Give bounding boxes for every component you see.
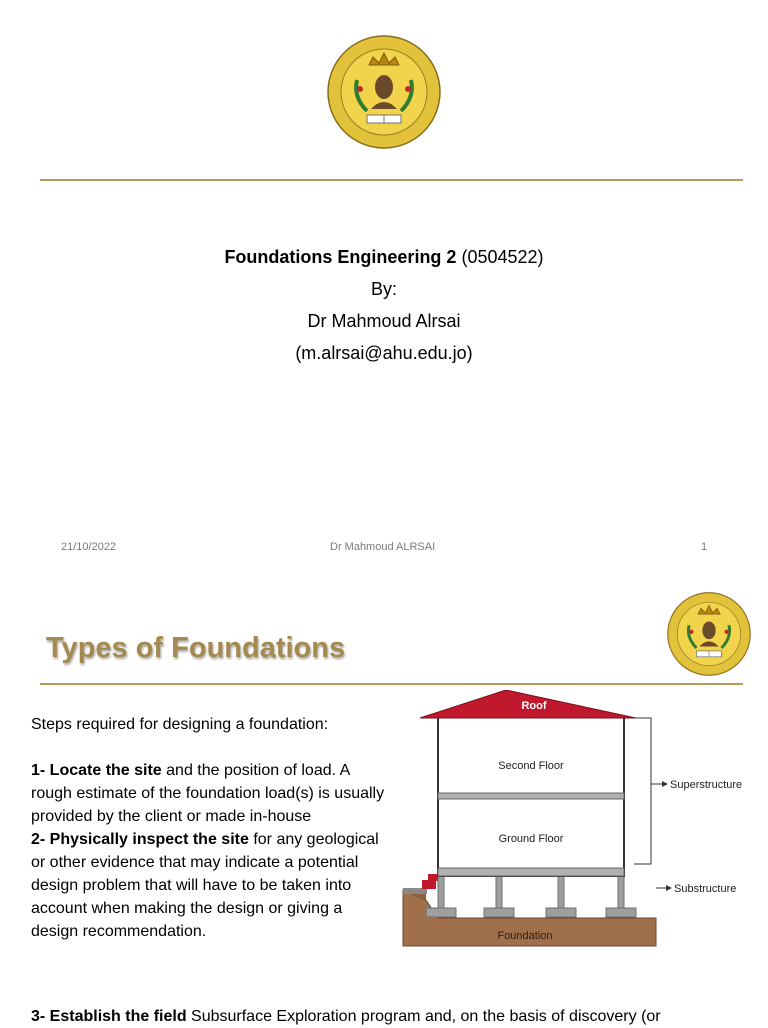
footer-page-number: 1 <box>701 541 708 553</box>
author-email: (m.alrsai@ahu.edu.jo) <box>295 343 473 363</box>
building-structure-diagram <box>398 690 766 970</box>
step-2 <box>31 828 389 943</box>
course-title-line <box>0 241 768 273</box>
footer-author: Dr Mahmoud ALRSAI <box>330 541 436 553</box>
ground-floor-label: Ground Floor <box>498 833 564 845</box>
intro-text: Steps required for designing a foundation: <box>31 716 329 733</box>
university-seal-icon <box>667 592 751 676</box>
foundation-label: Foundation <box>497 930 553 942</box>
title-block <box>0 241 768 369</box>
ground-floor-slab <box>438 868 624 876</box>
step-3-lead: 3- Establish the field <box>31 1008 187 1025</box>
second-floor-slab <box>438 793 624 799</box>
superstructure-label: Superstructure <box>670 779 743 791</box>
divider-line <box>40 179 743 181</box>
step-3-text: Subsurface Exploration program and, on the basis of discovery (or <box>186 1008 661 1025</box>
step-1 <box>31 759 389 828</box>
title-underline <box>40 683 743 685</box>
university-seal-icon <box>327 35 441 149</box>
step-3 <box>31 1005 751 1028</box>
course-title: Foundations Engineering 2 <box>224 247 457 267</box>
step-2-lead: 2- Physically inspect the site <box>31 831 249 848</box>
step-block <box>428 874 438 881</box>
author-name: Dr Mahmoud Alrsai <box>307 311 461 331</box>
roof-label: Roof <box>521 700 547 712</box>
superstructure-bracket <box>634 718 651 864</box>
step-1-lead: 1- Locate the site <box>31 762 162 779</box>
step-1-text: and the position of load. A rough estimate of the foundation load(s) is usually provided by the client or made in-house <box>31 762 385 825</box>
arrow-icon <box>666 885 672 891</box>
content-slide <box>0 580 768 1024</box>
step-2-text: for any geological or other evidence that may indicate a potential design problem that will have to be taken into account when making the design or giving a design recommendation. <box>31 831 379 940</box>
footer-date: 21/10/2022 <box>61 541 117 553</box>
steps-text <box>31 713 389 943</box>
arrow-icon <box>662 781 668 787</box>
second-floor-label: Second Floor <box>498 760 564 772</box>
foundation-footings <box>426 876 636 917</box>
substructure-label: Substructure <box>674 883 737 895</box>
course-code: (0504522) <box>461 247 544 267</box>
slide-title: Types of Foundations <box>46 632 346 664</box>
by-label: By: <box>370 279 397 299</box>
step-block <box>422 880 436 889</box>
